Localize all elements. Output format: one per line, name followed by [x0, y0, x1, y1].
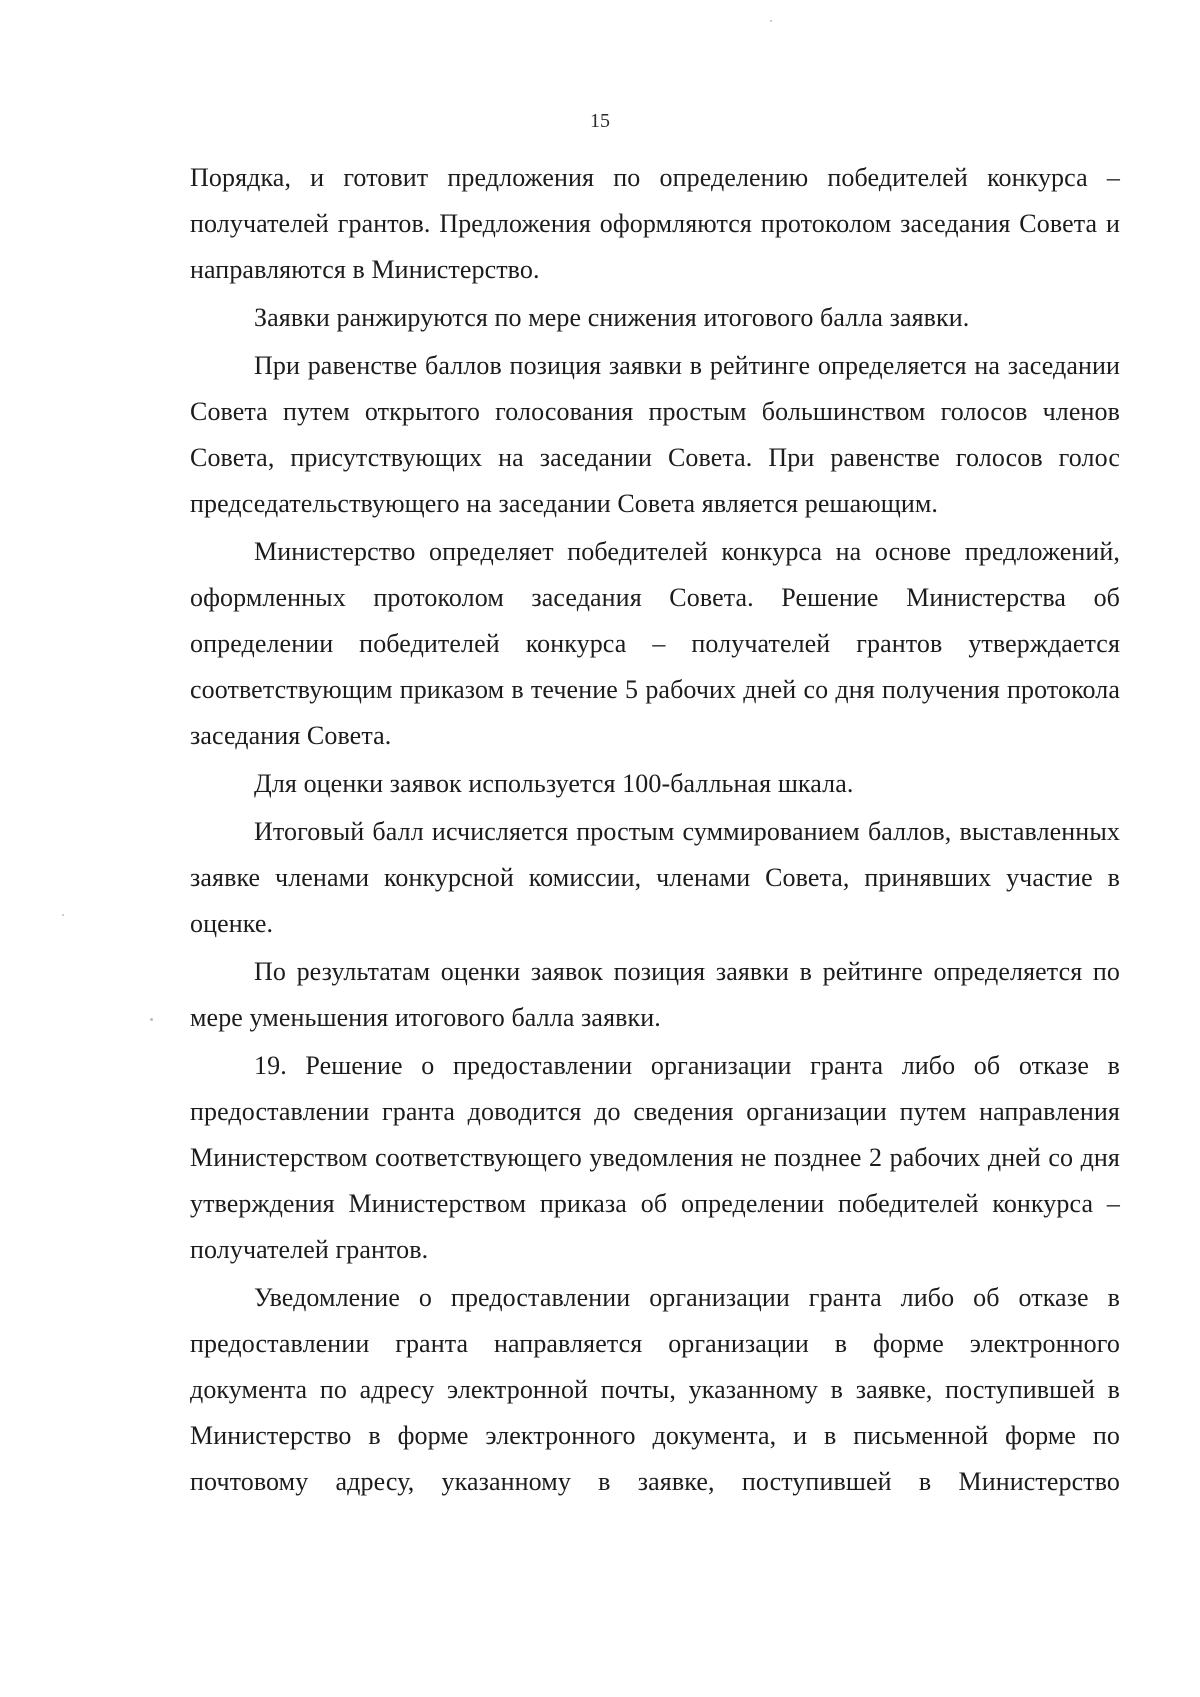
paragraph-total-score: Итоговый балл исчисляется простым суммированием баллов, выставленных заявке членами конкурсной комиссии, членами Совета, принявших участие в оценке.: [190, 817, 1120, 938]
paragraph-scale: Для оценки заявок используется 100-балльная шкала.: [254, 769, 854, 798]
paragraph-notification: Уведомление о предоставлении организации гранта либо об отказе в предоставлении гранта направляется организации в форме электронного документа по адресу электронной почты, указанному в заявке, поступившей в Министерство в форме электронного документа, и в письменной форме по почтовому адресу, указанному в заявке, поступившей в Министерство: [190, 1283, 1120, 1496]
paragraph-continued: Порядка, и готовит предложения по определению победителей конкурса – получателей грантов. Предложения оформляются протоколом заседания Совета и направляются в Министерство.: [190, 163, 1120, 284]
scan-speck: [62, 914, 64, 916]
page-number: 15: [590, 110, 610, 132]
scan-speck: [150, 1018, 153, 1021]
paragraph-ranking: Заявки ранжируются по мере снижения итогового балла заявки.: [254, 303, 970, 332]
paragraph-rating-position: По результатам оценки заявок позиция заявки в рейтинге определяется по мере уменьшения итогового балла заявки.: [190, 957, 1120, 1032]
scan-speck: [770, 20, 772, 22]
document-body: [190, 155, 1120, 1507]
paragraph-item-19: 19. Решение о предоставлении организации гранта либо об отказе в предоставлении гранта доводится до сведения организации путем направления Министерством соответствующего уведомления не позднее 2 рабочих дней со дня утверждения Министерством приказа об определении победителей конкурса – получателей грантов.: [190, 1051, 1120, 1264]
paragraph-ministry-decision: Министерство определяет победителей конкурса на основе предложений, оформленных протоколом заседания Совета. Решение Министерства об определении победителей конкурса – получателей грантов утверждается соответствующим приказом в течение 5 рабочих дней со дня получения протокола заседания Совета.: [190, 537, 1120, 750]
paragraph-tie-vote: При равенстве баллов позиция заявки в рейтинге определяется на заседании Совета путем открытого голосования простым большинством голосов членов Совета, присутствующих на заседании Совета. При равенстве голосов голос председательствующего на заседании Совета является решающим.: [190, 351, 1120, 518]
